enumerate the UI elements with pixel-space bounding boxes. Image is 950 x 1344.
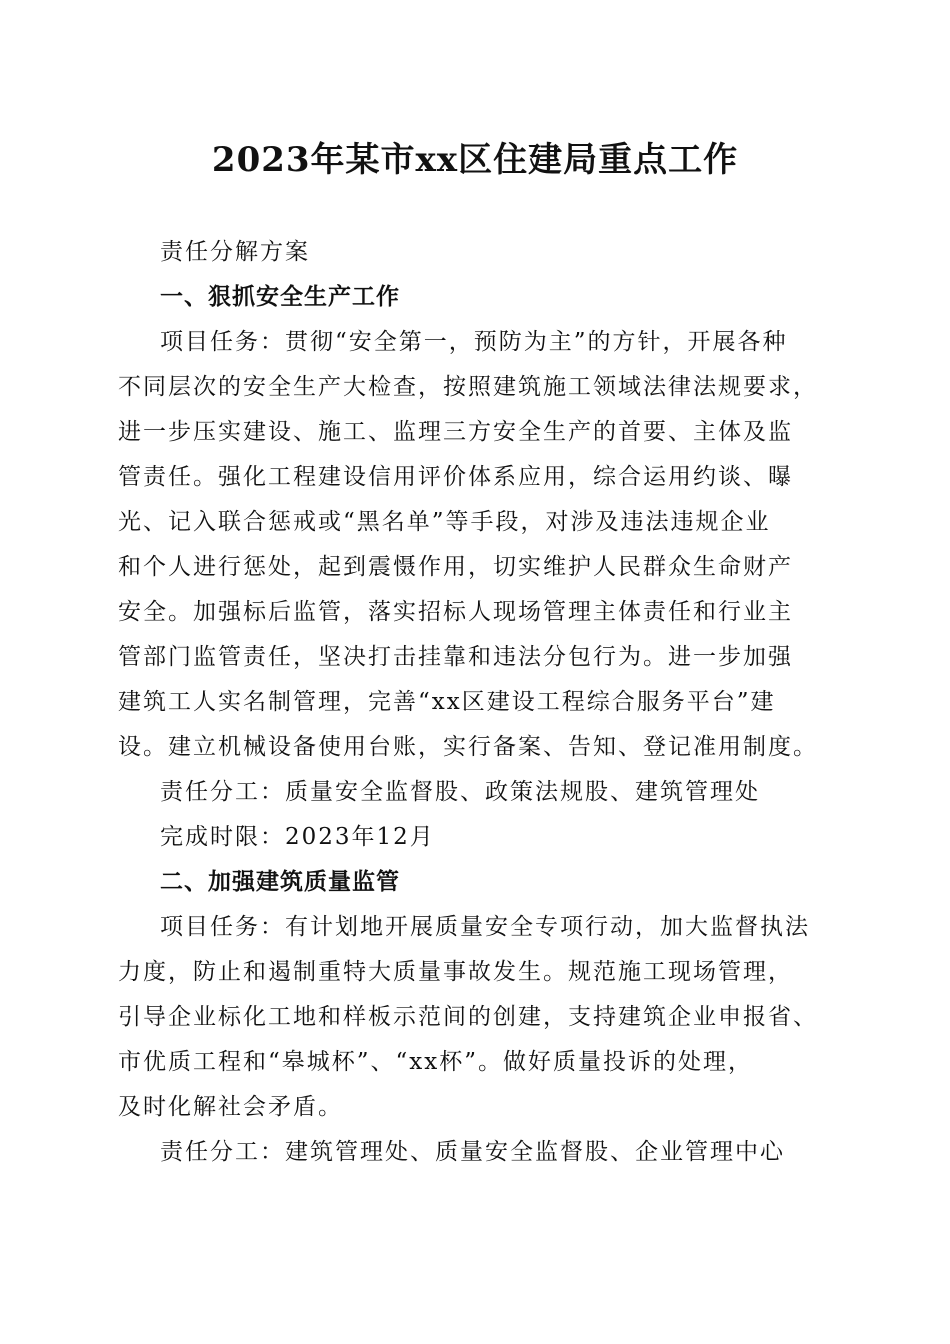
section1-task-line: 项目任务：贯彻“安全第一，预防为主”的方针，开展各种 bbox=[160, 329, 788, 355]
document-title: 2023年某市xx区住建局重点工作 bbox=[211, 140, 739, 180]
section1-deadline: 完成时限：2023年12月 bbox=[160, 824, 435, 850]
section1-responsibility: 责任分工：质量安全监督股、政策法规股、建筑管理处 bbox=[160, 779, 760, 805]
section2-task-line: 及时化解社会矛盾。 bbox=[118, 1094, 343, 1120]
section2-task-line: 项目任务：有计划地开展质量安全专项行动，加大监督执法 bbox=[160, 914, 810, 940]
section1-task-line: 光、记入联合惩戒或“黑名单”等手段，对涉及违法违规企业 bbox=[118, 509, 771, 535]
section1-task-line: 和个人进行惩处，起到震慑作用，切实维护人民群众生命财产 bbox=[118, 554, 793, 580]
section1-task-line: 不同层次的安全生产大检查，按照建筑施工领域法律法规要求， bbox=[118, 374, 818, 400]
section1-task-line: 管责任。强化工程建设信用评价体系应用，综合运用约谈、曝 bbox=[118, 464, 793, 490]
section-heading-2: 二、加强建筑质量监管 bbox=[160, 868, 400, 895]
section1-task-line: 设。建立机械设备使用台账，实行备案、告知、登记准用制度。 bbox=[118, 734, 818, 760]
section1-task-line: 进一步压实建设、施工、监理三方安全生产的首要、主体及监 bbox=[118, 419, 793, 445]
section2-responsibility: 责任分工：建筑管理处、质量安全监督股、企业管理中心 bbox=[160, 1139, 785, 1165]
section1-task-line: 管部门监管责任，坚决打击挂靠和违法分包行为。进一步加强 bbox=[118, 644, 793, 670]
document-subtitle: 责任分解方案 bbox=[160, 239, 310, 265]
section-heading-1: 一、狠抓安全生产工作 bbox=[160, 283, 400, 310]
section1-task-line: 建筑工人实名制管理，完善“xx区建设工程综合服务平台”建 bbox=[118, 689, 776, 715]
section2-task-line: 力度，防止和遏制重特大质量事故发生。规范施工现场管理， bbox=[118, 959, 793, 985]
section1-task-line: 安全。加强标后监管，落实招标人现场管理主体责任和行业主 bbox=[118, 599, 793, 625]
section2-task-line: 引导企业标化工地和样板示范间的创建，支持建筑企业申报省、 bbox=[118, 1004, 818, 1030]
section2-task-line: 市优质工程和“皋城杯”、“xx杯”。做好质量投诉的处理， bbox=[118, 1049, 753, 1075]
